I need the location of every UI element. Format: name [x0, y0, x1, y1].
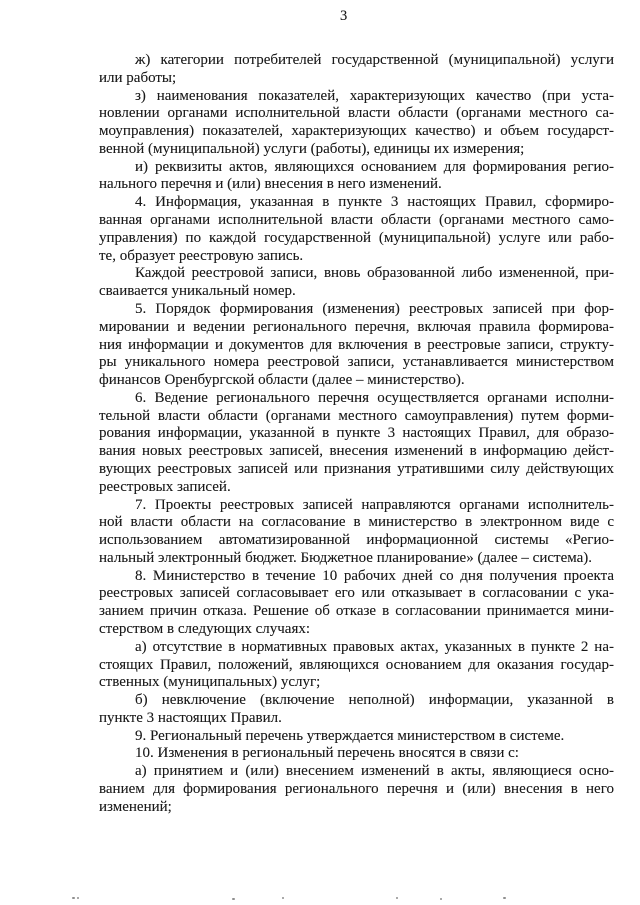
text-line: стоящих Правил, положений, являющихся основанием для оказания государ-: [99, 656, 614, 673]
text-line: реестровых записей согласовывает его или отказывает в согласовании с ука-: [99, 585, 614, 602]
document-body: [99, 52, 614, 817]
text-line: нального перечня и (или) внесения в него изменений.: [99, 176, 442, 193]
text-line: вания новых реестровых записей, внесения изменений в информацию дейст-: [99, 443, 614, 460]
text-line: ной власти области на согласование в министерство в электронном виде с: [99, 514, 614, 531]
text-line: мировании и ведении регионального перечня, включая правила формирова-: [99, 318, 614, 335]
paragraph: [99, 301, 614, 390]
text-line: Каждой реестровой записи, вновь образованной либо измененной, при-: [135, 265, 614, 282]
text-line: а) отсутствие в нормативных правовых актах, указанных в пункте 2 на-: [135, 638, 614, 655]
text-line: 9. Региональный перечень утверждается министерством в системе.: [135, 727, 565, 744]
text-line: новлении органами исполнительной власти области (органами местного са-: [99, 105, 614, 122]
paragraph: [99, 265, 614, 301]
paragraph: [99, 194, 614, 265]
paragraph: [99, 390, 614, 497]
paragraph: [99, 763, 614, 816]
paragraph: [99, 159, 614, 195]
text-line: 10. Изменения в региональный перечень вносятся в связи с:: [135, 745, 519, 762]
text-line: нальный электронный бюджет. Бюджетное планирование» (далее – система).: [99, 549, 593, 566]
paragraph: [99, 88, 614, 159]
text-line: те, образует реестровую запись.: [99, 247, 304, 264]
scan-speck: [440, 898, 442, 900]
text-line: ры уникального номера реестровой записи, устанавливается министерством: [99, 354, 614, 371]
text-line: венной (муниципальной) услуги (работы), единицы их измерения;: [99, 140, 525, 157]
text-line: или работы;: [99, 69, 177, 86]
paragraph: [99, 745, 614, 763]
paragraph: [99, 497, 614, 568]
text-line: б) невключение (включение неполной) информации, указанной в: [135, 692, 614, 709]
page-number: 3: [340, 8, 348, 24]
text-line: ванием для формирования регионального перечня и (или) внесения в него: [99, 781, 614, 798]
text-line: 7. Проекты реестровых записей направляются органами исполнитель-: [135, 496, 614, 513]
text-line: тельной власти области (органами местного самоуправления) путем форми-: [99, 407, 614, 424]
text-line: управления) по каждой государственной (муниципальной) услуге или рабо-: [99, 229, 614, 246]
text-line: реестровых записей.: [99, 478, 231, 495]
text-line: ж) категории потребителей государственной (муниципальной) услуги: [135, 52, 614, 68]
text-line: рования информации, указанной в пункте 3 настоящих Правил, для образо-: [99, 425, 614, 442]
paragraph: [99, 692, 614, 728]
paragraph: [99, 728, 614, 746]
text-line: а) принятием и (или) внесением изменений в акты, являющиеся осно-: [135, 763, 614, 780]
text-line: занием причин отказа. Решение об отказе в согласовании принимается мини-: [99, 603, 614, 620]
scan-speck: [232, 898, 235, 900]
text-line: ственных (муниципальных) услуг;: [99, 674, 321, 691]
paragraph: [99, 639, 614, 692]
scan-speck: [282, 897, 284, 899]
text-line: ванная органами исполнительной власти области (органами местного само-: [99, 212, 614, 229]
text-line: пункте 3 настоящих Правил.: [99, 709, 282, 726]
scan-speck: [77, 897, 79, 899]
text-line: 6. Ведение регионального перечня осуществляется органами исполни-: [135, 389, 614, 406]
text-line: финансов Оренбургской области (далее – министерство).: [99, 372, 465, 389]
text-line: сваивается уникальный номер.: [99, 283, 296, 300]
text-line: и) реквизиты актов, являющихся основанием для формирования регио-: [135, 158, 614, 175]
text-line: стерством в следующих случаях:: [99, 621, 311, 637]
scan-speck: [503, 897, 506, 899]
text-line: 5. Порядок формирования (изменения) реестровых записей при фор-: [135, 300, 614, 317]
text-line: 8. Министерство в течение 10 рабочих дней со дня получения проекта: [135, 567, 614, 584]
text-line: ния информации и документов для включения в реестровые записи, структу-: [99, 336, 614, 353]
text-line: использованием автоматизированной информационной системы «Регио-: [99, 532, 614, 549]
paragraph: [99, 52, 614, 88]
text-line: изменений;: [99, 798, 172, 815]
text-line: моуправления) показателей, характеризующих качество) и объем государст-: [99, 123, 614, 140]
scan-speck: [396, 897, 398, 899]
text-line: 4. Информация, указанная в пункте 3 настоящих Правил, сформиро-: [135, 194, 614, 211]
scan-speck: [72, 897, 75, 899]
text-line: з) наименования показателей, характеризующих качество (при уста-: [135, 87, 614, 104]
text-line: вующих реестровых записей или признания утратившими силу действующих: [99, 460, 614, 477]
paragraph: [99, 568, 614, 639]
